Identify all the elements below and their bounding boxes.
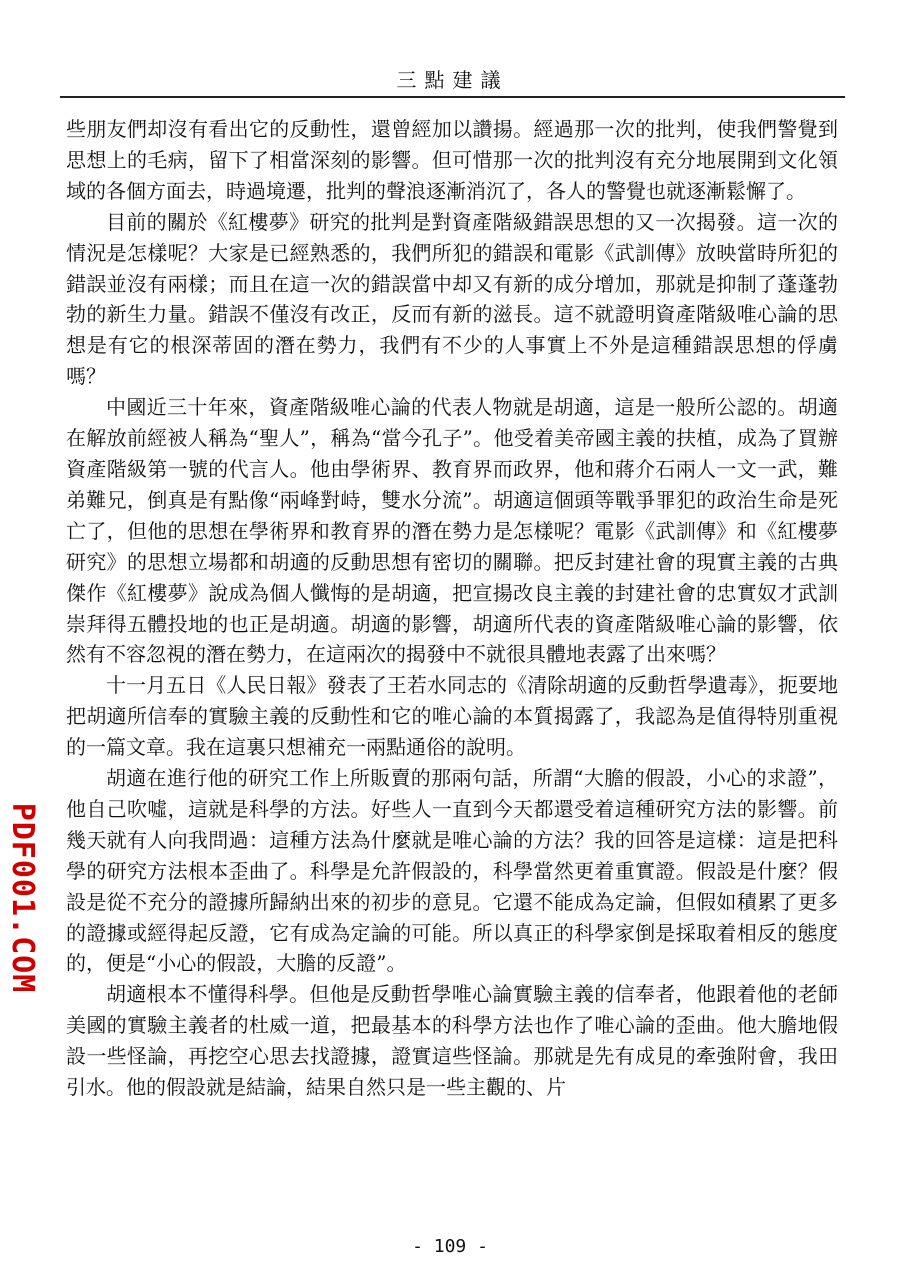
paragraph-2: 目前的關於《紅樓夢》研究的批判是對資產階級錯誤思想的又一次揭發。這一次的情況是怎樣呢？大家是已經熟悉的，我們所犯的錯誤和電影《武訓傳》放映當時所犯的錯誤並沒有兩樣；而且在這一次的錯誤當中却又有新的成分增加，那就是抑制了蓬蓬勃勃的新生力量。錯誤不僅沒有改正，反而有新的滋長。這不就證明資產階級唯心論的思想是有它的根深蒂固的潛在勢力，我們有不少的人事實上不外是這種錯誤思想的俘虜嗎？ <box>66 209 838 389</box>
paragraph-1: 些朋友們却沒有看出它的反動性，還曾經加以讚揚。經過那一次的批判，使我們警覺到思想上的毛病，留下了相當深刻的影響。但可惜那一次的批判沒有充分地展開到文化領域的各個方面去，時過境遷，批判的聲浪逐漸消沉了，各人的警覺也就逐漸鬆懈了。 <box>66 117 838 203</box>
watermark: PDF001.COM <box>5 802 40 994</box>
paragraph-3: 中國近三十年來，資產階級唯心論的代表人物就是胡適，這是一般所公認的。胡適在解放前經被人稱為“聖人”，稱為“當今孔子”。他受着美帝國主義的扶植，成為了買辦資產階級第一號的代言人。他由學術界、教育界而政界，他和蔣介石兩人一文一武，難弟難兄，倒真是有點像“兩峰對峙，雙水分流”。胡適這個頭等戰爭罪犯的政治生命是死亡了，但他的思想在學術界和教育界的潛在勢力是怎樣呢？電影《武訓傳》和《紅樓夢研究》的思想立場都和胡適的反動思想有密切的關聯。把反封建社會的現實主義的古典傑作《紅樓夢》說成為個人懺悔的是胡適，把宣揚改良主義的封建社會的忠實奴才武訓崇拜得五體投地的也正是胡適。胡適的影響，胡適所代表的資產階級唯心論的影響，依然有不容忽視的潛在勢力，在這兩次的揭發中不就很具體地表露了出來嗎？ <box>66 395 838 667</box>
page-number: - 109 - <box>412 1236 488 1257</box>
running-header <box>60 56 845 98</box>
paragraph-5: 胡適在進行他的研究工作上所販賣的那兩句話，所謂“大膽的假設，小心的求證”，他自己吹噓，這就是科學的方法。好些人一直到今天都還受着這種研究方法的影響。前幾天就有人向我問過：這種方法為什麼就是唯心論的方法？我的回答是這樣：這是把科學的研究方法根本歪曲了。科學是允許假設的，科學當然更着重實證。假設是什麼？假設是從不充分的證據所歸納出來的初步的意見。它還不能成為定論，但假如積累了更多的證據或經得起反證，它有成為定論的可能。所以真正的科學家倒是採取着相反的態度的，便是“小心的假設，大膽的反證”。 <box>66 766 838 976</box>
body-text <box>66 114 838 1103</box>
paragraph-4: 十一月五日《人民日報》發表了王若水同志的《清除胡適的反動哲學遺毒》，扼要地把胡適所信奉的實驗主義的反動性和它的唯心論的本質揭露了，我認為是值得特別重視的一篇文章。我在這裏只想補充一兩點通俗的說明。 <box>66 673 838 760</box>
header-title: 三點建議 <box>396 68 509 92</box>
paragraph-6: 胡適根本不懂得科學。但他是反動哲學唯心論實驗主義的信奉者，他跟着他的老師美國的實驗主義者的杜威一道，把最基本的科學方法也作了唯心論的歪曲。他大膽地假設一些怪論，再挖空心思去找證據，證實這些怪論。那就是先有成見的牽強附會，我田引水。他的假設就是結論，結果自然只是一些主觀的、片 <box>66 982 838 1100</box>
